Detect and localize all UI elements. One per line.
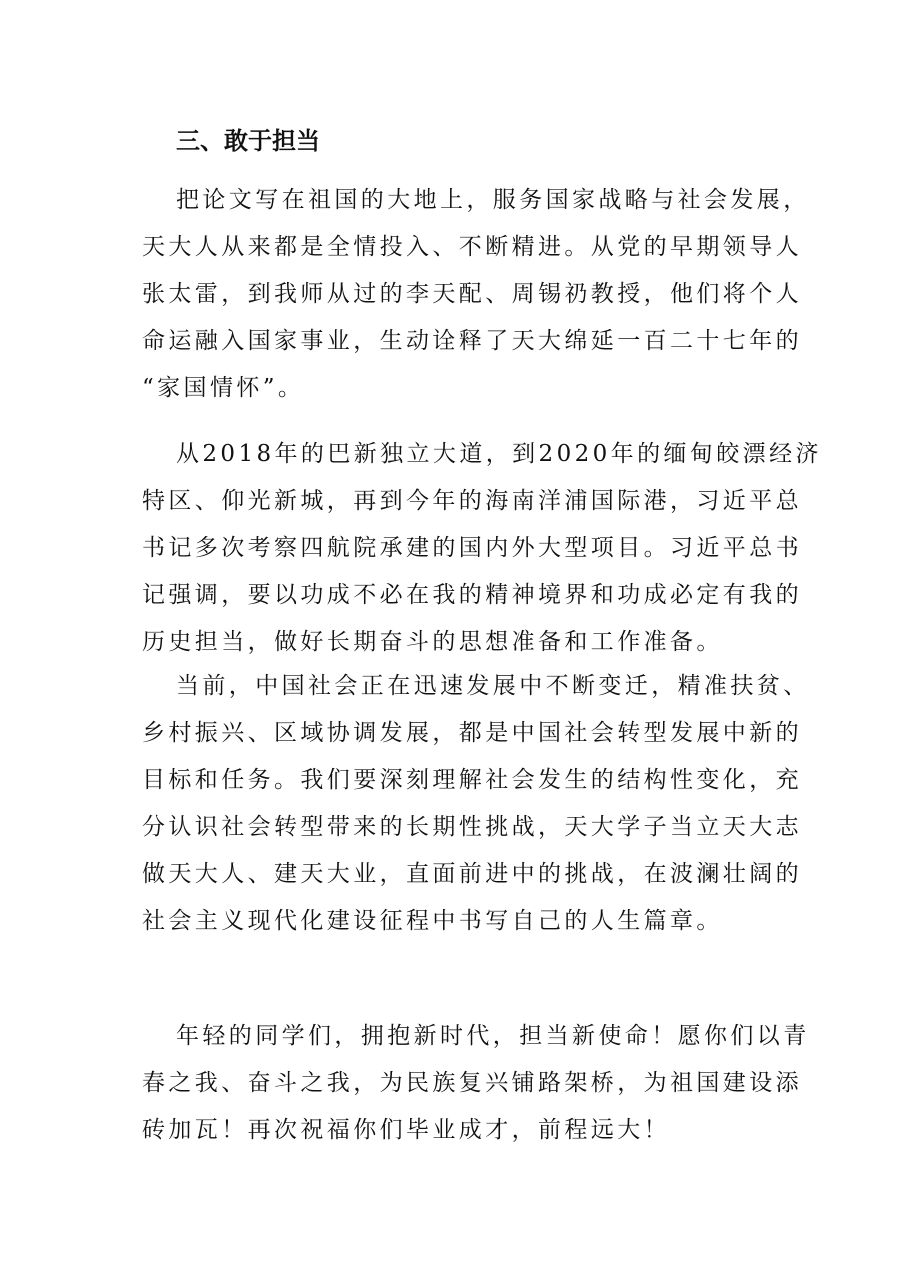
paragraph-line: 历史担当，做好长期奋斗的思想准备和工作准备。 [142, 629, 723, 655]
paragraph-line: 张太雷，到我师从过的李天配、周锡礽教授，他们将个人 [142, 281, 802, 307]
paragraph-line: 年轻的同学们，拥抱新时代，担当新使命！愿你们以青 [176, 1023, 810, 1049]
paragraph-line: 分认识社会转型带来的长期性挑战，天大学子当立天大志 [142, 814, 802, 840]
paragraph-line: 社会主义现代化建设征程中书写自己的人生篇章。 [142, 908, 723, 934]
paragraph-line: 砖加瓦！再次祝福你们毕业成才，前程远大！ [142, 1117, 670, 1143]
paragraph-line: 天大人从来都是全情投入、不断精进。从党的早期领导人 [142, 234, 802, 260]
paragraph-line: 从2018年的巴新独立大道，到2020年的缅甸皎漂经济 [176, 441, 822, 467]
paragraph-line: “家国情怀”。 [142, 375, 305, 401]
paragraph-line: 做天大人、建天大业，直面前进中的挑战，在波澜壮阔的 [142, 861, 802, 887]
paragraph-line: 春之我、奋斗之我，为民族复兴铺路架桥，为祖国建设添 [142, 1070, 802, 1096]
paragraph-2 [142, 431, 822, 666]
section-heading: 三、敢于担当 [176, 127, 320, 155]
paragraph-line: 目标和任务。我们要深刻理解社会发生的结构性变化，充 [142, 767, 802, 793]
paragraph-4 [142, 1013, 810, 1154]
paragraph-line: 乡村振兴、区域协调发展，都是中国社会转型发展中新的 [142, 720, 802, 746]
paragraph-line: 命运融入国家事业，生动诠释了天大绵延一百二十七年的 [142, 328, 802, 354]
paragraph-line: 特区、仰光新城，再到今年的海南洋浦国际港，习近平总 [142, 488, 802, 514]
paragraph-line: 记强调，要以功成不必在我的精神境界和功成必定有我的 [142, 582, 802, 608]
paragraph-3 [142, 663, 810, 945]
paragraph-line: 把论文写在祖国的大地上，服务国家战略与社会发展， [176, 187, 810, 213]
paragraph-1 [142, 177, 810, 412]
paragraph-line: 书记多次考察四航院承建的国内外大型项目。习近平总书 [142, 535, 802, 561]
paragraph-line: 当前，中国社会正在迅速发展中不断变迁，精准扶贫、 [176, 673, 810, 699]
